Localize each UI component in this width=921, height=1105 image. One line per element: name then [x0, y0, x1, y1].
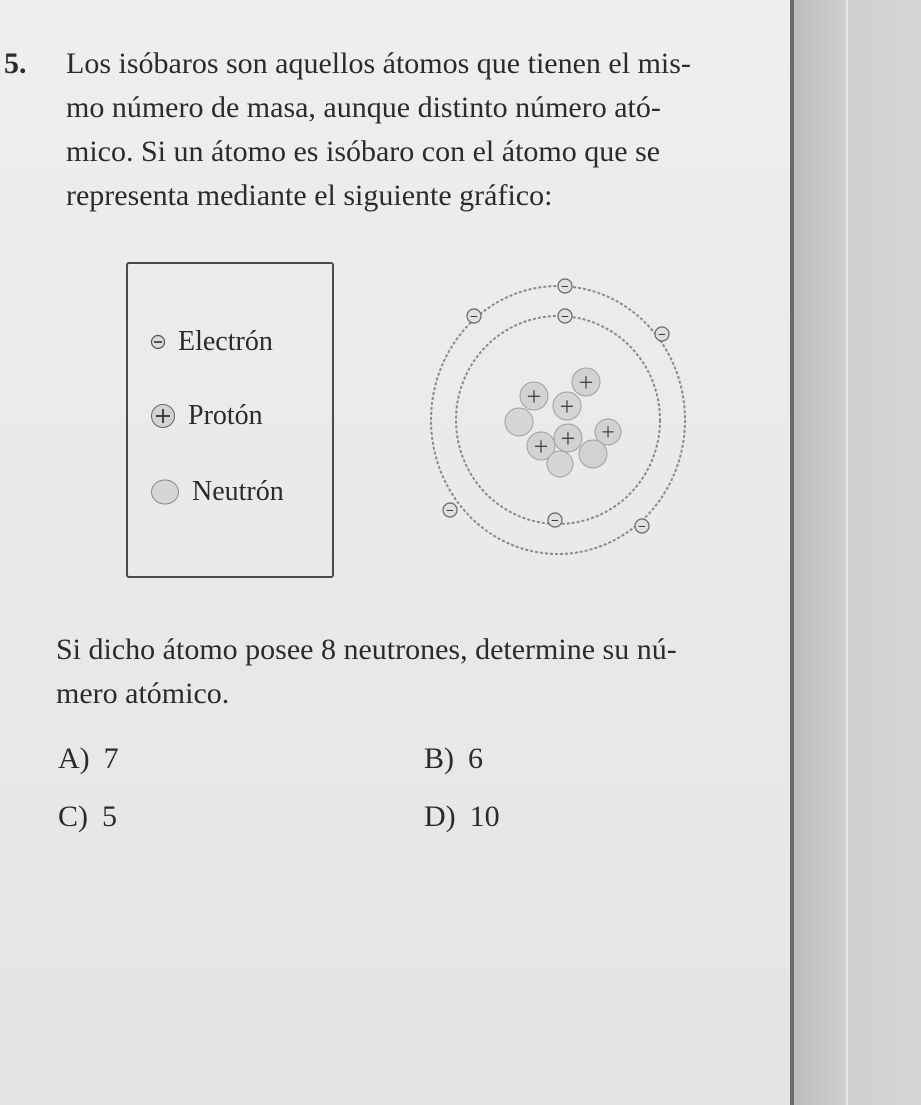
proton-sign: +: [533, 432, 549, 461]
electron-sign: −: [551, 514, 559, 529]
question-line-1: Los isóbaros son aquellos átomos que tienen el mis-: [66, 47, 691, 80]
followup-line-2: mero atómico.: [56, 677, 230, 710]
legend-item-electron: [150, 326, 273, 358]
option-b-value: 6: [468, 742, 483, 775]
proton-sign: +: [560, 424, 576, 453]
electron-sign: −: [658, 328, 666, 343]
option-b-letter: B): [424, 742, 454, 775]
underlying-page: [794, 0, 921, 1105]
option-a-letter: A): [58, 742, 90, 775]
nucleus-neutron: [547, 451, 573, 477]
legend-item-neutron: [150, 476, 284, 508]
question-number: 5.: [4, 47, 27, 80]
proton-sign: +: [559, 392, 575, 421]
legend-box: [126, 262, 334, 578]
question-line-3: mico. Si un átomo es isóbaro con el átomo que se: [66, 135, 661, 168]
nucleus: [505, 368, 621, 477]
question-line-2: mo número de masa, aunque distinto número ató-: [66, 91, 661, 124]
option-c-value: 5: [102, 800, 117, 833]
electron-sign: −: [561, 280, 569, 295]
electron-sign: −: [561, 310, 569, 325]
electron-sign: −: [470, 310, 478, 325]
neutron-icon: [150, 478, 180, 506]
option-a[interactable]: [58, 742, 119, 776]
option-c-letter: C): [58, 800, 88, 833]
proton-sign: +: [526, 382, 542, 411]
proton-sign: +: [601, 420, 615, 446]
underlying-page-fold: [846, 0, 848, 1105]
atom-diagram: [410, 270, 700, 570]
option-d-letter: D): [424, 800, 456, 833]
followup-line-1: Si dicho átomo posee 8 neutrones, determine su nú-: [56, 633, 677, 666]
electron-sign: −: [446, 504, 454, 519]
legend-neutron-label: Neutrón: [192, 476, 284, 507]
question-line-4: representa mediante el siguiente gráfico:: [66, 179, 553, 212]
nucleus-neutron: [505, 408, 533, 436]
option-c[interactable]: [58, 800, 117, 834]
legend-item-proton: [150, 400, 263, 432]
option-b[interactable]: [424, 742, 483, 776]
legend-proton-label: Protón: [188, 400, 263, 431]
followup-question: [56, 628, 677, 716]
option-d[interactable]: [424, 800, 500, 834]
electron-sign: −: [638, 520, 646, 535]
proton-icon: [150, 403, 176, 429]
option-a-value: 7: [103, 742, 119, 775]
option-d-value: 10: [469, 800, 500, 833]
electron-icon: [150, 334, 166, 350]
legend-electron-label: Electrón: [178, 326, 273, 357]
proton-sign: +: [578, 368, 594, 397]
inner-orbit: [456, 316, 660, 524]
